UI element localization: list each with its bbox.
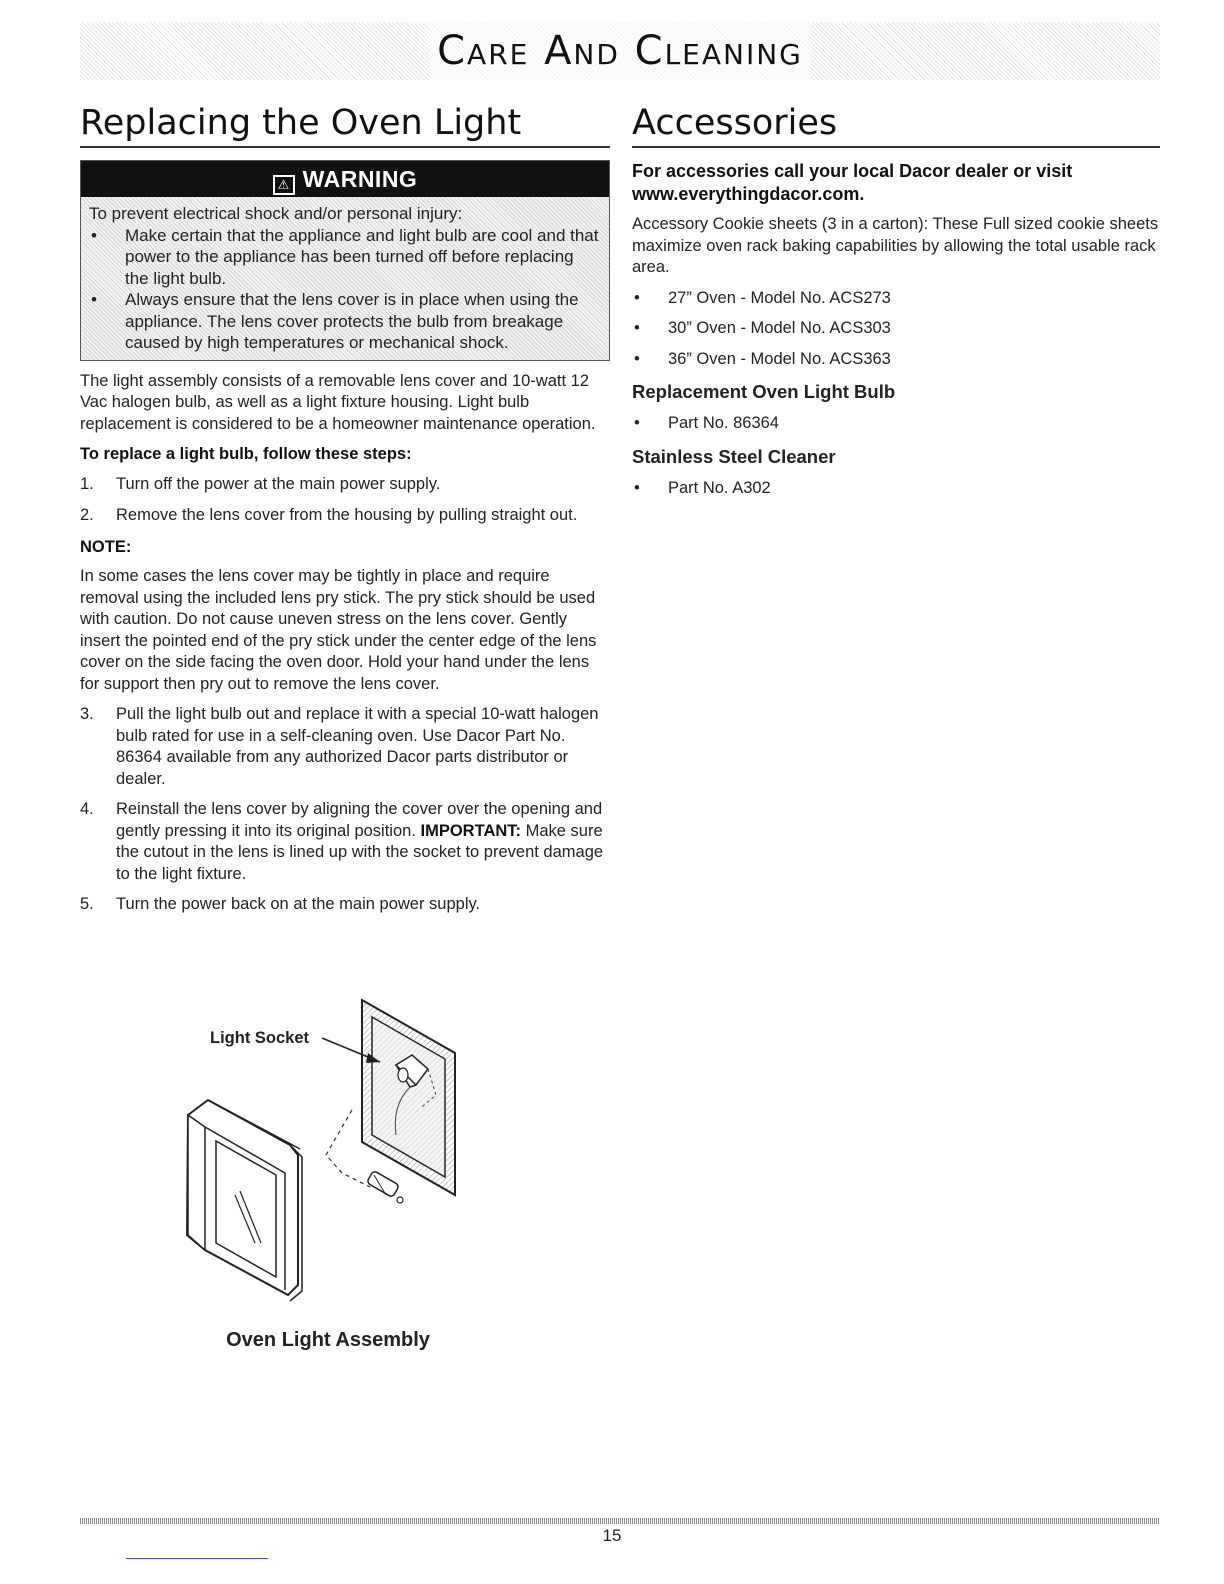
step-number: 3. — [80, 705, 94, 723]
step-text: Remove the lens cover from the housing by pulling straight out. — [116, 505, 578, 524]
steps-heading: To replace a light bulb, follow these steps: — [80, 445, 412, 463]
accessories-lead: For accessories call your local Dacor dealer or visit www.everythingdacor.com. — [632, 161, 1073, 204]
bottom-divider — [126, 1558, 268, 1559]
section-title-oven-light: Replacing the Oven Light — [80, 100, 610, 148]
step-text: Turn the power back on at the main power supply. — [116, 895, 481, 913]
list-item: • 30” Oven - Model No. ACS303 — [632, 318, 1160, 340]
oven-light-figure — [80, 995, 610, 1375]
list-item: • 36” Oven - Model No. ACS363 — [632, 349, 1160, 371]
halogen-bulb — [367, 1170, 403, 1203]
steps-list-a — [80, 474, 610, 526]
cookie-sheets-text: Accessory Cookie sheets (3 in a carton): These Full sized cookie sheets maximize oven rack baking capabilities by allowing the total usable rack area. — [632, 215, 1159, 276]
list-item: • Part No. A302 — [632, 478, 1160, 500]
left-column — [80, 100, 610, 916]
warning-box — [80, 160, 610, 361]
warning-icon: ⚠ — [273, 175, 295, 195]
warning-intro: To prevent electrical shock and/or personal injury: — [89, 204, 463, 223]
cleaner-list — [632, 478, 1160, 500]
header-banner — [80, 22, 1160, 80]
section-title-accessories: Accessories — [632, 100, 1160, 148]
warning-item: • Make certain that the appliance and light bulb are cool and that power to the appliance has been turned off before replacing the light bulb. — [89, 225, 601, 290]
cookie-sheets-list — [632, 288, 1160, 371]
step-item — [80, 799, 610, 885]
step-number: 5. — [80, 895, 94, 913]
page-number: 15 — [602, 1526, 622, 1545]
step-item — [80, 474, 610, 496]
steps-list-b — [80, 704, 610, 916]
step-number: 2. — [80, 505, 94, 524]
important-text: Make sure the cutout in the lens is lined up with the socket to prevent damage to the light fixture. — [116, 821, 604, 883]
oven-light-diagram — [80, 995, 610, 1325]
step-item — [80, 505, 610, 527]
step-text: Turn off the power at the main power supply. — [116, 475, 441, 493]
note-text: In some cases the lens cover may be tightly in place and require removal using the included lens pry stick. The pry stick should be used with caution. Do not cause uneven stress on the lens cover. Gently insert the pointed end of the pry stick under the center edge of the lens cover on the side facing the oven door. Hold your hand under the lens for support then pry out to remove the lens cover. — [80, 567, 597, 693]
lens-cover — [187, 1100, 302, 1301]
step-number: 1. — [80, 475, 94, 493]
step-item — [80, 894, 610, 916]
bulb-list — [632, 413, 1160, 435]
step-item — [80, 704, 610, 790]
list-item: • Part No. 86364 — [632, 413, 1160, 435]
step-number: 4. — [80, 800, 94, 818]
right-column — [632, 100, 1160, 499]
warning-item: • Always ensure that the lens cover is in place when using the appliance. The lens cover protects the bulb from breakage caused by high temperatures or mechanical shock. — [89, 289, 601, 354]
intro-paragraph: The light assembly consists of a removable lens cover and 10-watt 12 Vac halogen bulb, as well as a light fixture housing. Light bulb replacement is considered to be a homeowner maintenance operation. — [80, 371, 596, 433]
figure-caption: Oven Light Assembly — [226, 1329, 430, 1351]
cleaner-heading: Stainless Steel Cleaner — [632, 445, 836, 467]
light-housing — [362, 1000, 455, 1195]
footer-rule — [80, 1518, 1160, 1524]
warning-label: WARNING — [302, 166, 418, 192]
step-text: Reinstall the lens cover by aligning the cover over the opening and gently pressing it into its original position. — [116, 800, 603, 840]
bulb-heading: Replacement Oven Light Bulb — [632, 381, 896, 402]
note-label: NOTE: — [80, 538, 132, 556]
warning-body — [81, 197, 609, 360]
warning-header — [81, 161, 609, 197]
important-label: IMPORTANT: — [420, 821, 522, 840]
list-item: • 27” Oven - Model No. ACS273 — [632, 288, 1160, 310]
light-socket-label: Light Socket — [210, 1029, 310, 1047]
page-title: Care And Cleaning — [429, 22, 811, 80]
step-text: Pull the light bulb out and replace it with a special 10-watt halogen bulb rated for use in a self-cleaning oven. Use Dacor Part No. 86364 available from any authorized Dacor parts distributor or dealer. — [116, 705, 599, 788]
